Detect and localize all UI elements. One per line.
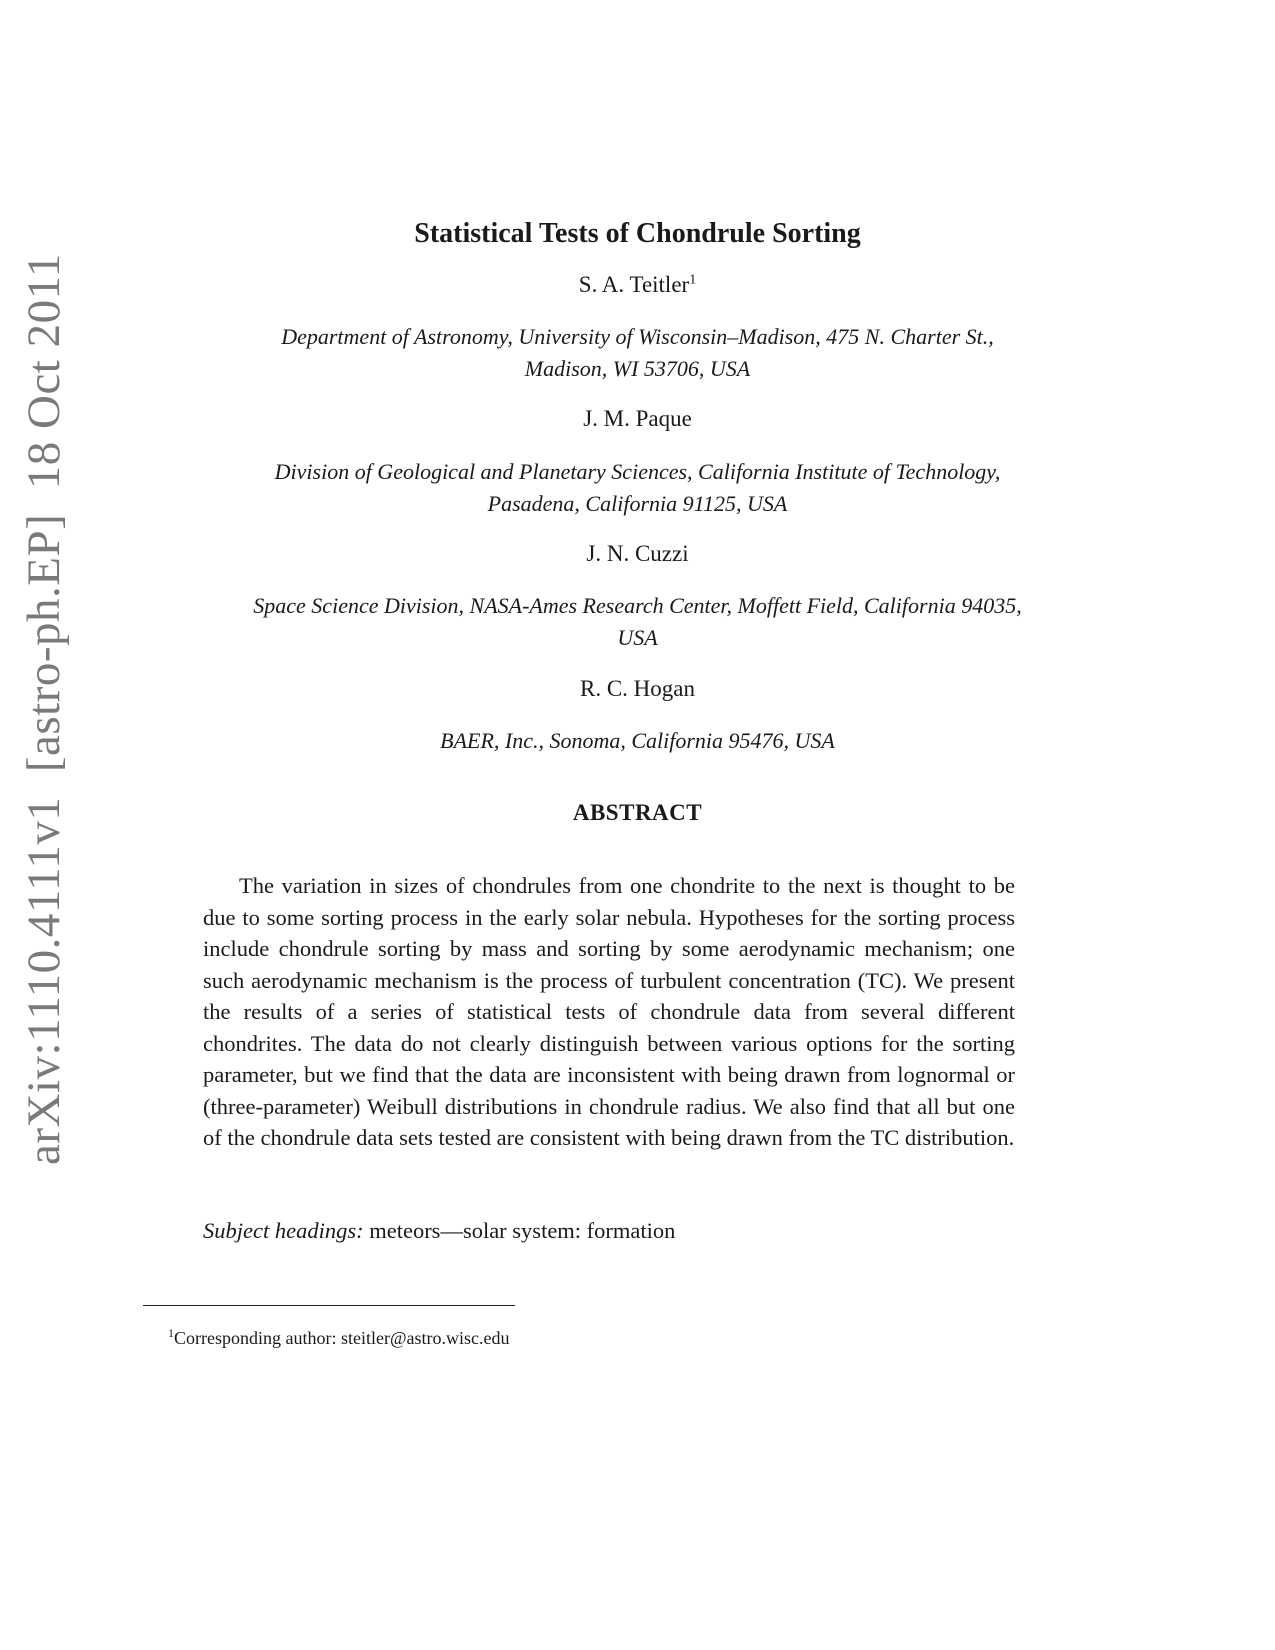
abstract-body: The variation in sizes of chondrules from one chondrite to the next is thought to be due to some sorting process in the early solar nebula. Hypotheses for the sorting process include chondrule sorting by mass and sorting by some aerodynamic mechanism; one such aerodynamic mechanism is the process of turbulent concentration (TC). We present the results of a series of statistical tests of chondrule data from several different chondrites. The data do not clearly distinguish between various options for the sorting parameter, but we find that the data are inconsistent with being drawn from lognormal or (three-parameter) Weibull distributions in chondrule radius. We also find that all but one of the chondrule data sets tested are consistent with being drawn from the TC distribution. — [203, 873, 1015, 1150]
footnote-text[interactable]: Corresponding author: steitler@astro.wisc.edu — [174, 1328, 510, 1348]
abstract-heading: ABSTRACT — [572, 800, 703, 825]
footnote — [168, 1326, 510, 1349]
arxiv-identifier-stamp: arXiv:1110.4111v1 [astro-ph.EP] 18 Oct 2011 — [18, 253, 70, 1165]
paper-title: Statistical Tests of Chondrule Sorting — [414, 218, 861, 249]
footnote-mark: 1 — [689, 272, 697, 288]
subject-headings-value: meteors—solar system: formation — [369, 1218, 676, 1243]
author-affiliation: Division of Geological and Planetary Sciences, California Institute of Technology, Pasadena, California 91125, USA — [274, 459, 1001, 516]
author-name: J. N. Cuzzi — [586, 541, 689, 566]
author-name: S. A. Teitler$^1$ — [578, 272, 697, 297]
subject-headings — [203, 1218, 1015, 1244]
author-name: J. M. Paque — [583, 406, 692, 431]
author-affiliation: Space Science Division, NASA-Ames Research Center, Moffett Field, California 94035, USA — [253, 593, 1022, 650]
author-affiliation: BAER, Inc., Sonoma, California 95476, USA — [440, 728, 835, 753]
author-name: R. C. Hogan — [580, 676, 695, 701]
author-affiliation: Department of Astronomy, University of Wisconsin–Madison, 475 N. Charter St., Madison, WI 53706, USA — [281, 324, 994, 381]
footnote-divider — [143, 1305, 515, 1306]
subject-headings-label: Subject headings: — [203, 1218, 364, 1243]
footnote-mark: 1 — [168, 1326, 174, 1340]
